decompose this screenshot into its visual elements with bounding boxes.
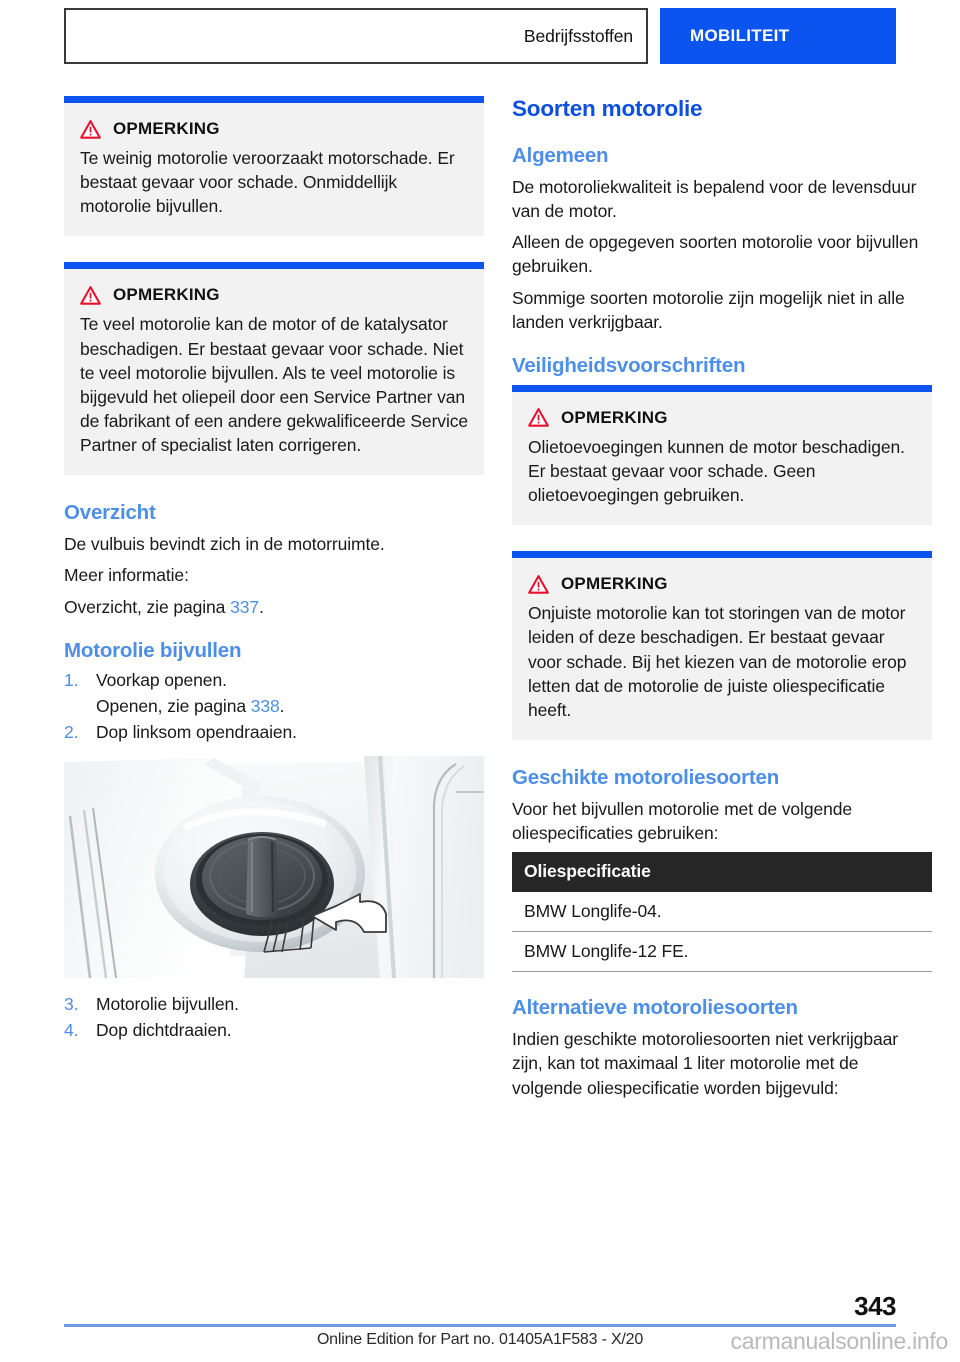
step-text: Dop dichtdraaien. (96, 1020, 232, 1041)
oil-filler-cap-figure (64, 756, 484, 978)
heading-alternatieve-motoroliesoorten: Alternatieve motoroliesoorten (512, 996, 798, 1020)
note-title: OPMERKING (561, 407, 668, 427)
step-item-1-reference (64, 694, 484, 718)
note-title: OPMERKING (113, 285, 220, 305)
note-box-olietoevoegingen (512, 385, 932, 525)
xref-prefix: Openen, zie pagina (96, 695, 251, 716)
table-row (512, 932, 932, 972)
page-title: Soorten motorolie (512, 96, 703, 121)
table-cell-oil-spec: BMW Longlife-04. (512, 892, 932, 932)
note-header (528, 574, 916, 594)
overzicht-cross-reference (64, 595, 484, 619)
step-item-2 (64, 720, 484, 744)
note-body: Onjuiste motorolie kan tot storingen van de motor leiden of deze beschadigen. Er bestaat gevaar voor schade. Bij het kiezen van de motorolie erop letten dat de motorolie de juiste oliespecificatie heeft. (528, 603, 907, 720)
geschikte-intro: Voor het bijvullen motorolie met de volgende oliespecificaties gebruiken: (512, 798, 852, 844)
heading-motorolie-bijvullen: Motorolie bijvullen (64, 638, 242, 662)
note-box-te-weinig (64, 96, 484, 236)
heading-geschikte-motoroliesoorten: Geschikte motoroliesoorten (512, 765, 780, 789)
step-number: 1. (64, 669, 79, 690)
overzicht-para-2: Meer informatie: (64, 565, 189, 586)
left-column (64, 96, 484, 1044)
right-column (512, 96, 932, 1107)
warning-triangle-icon (528, 575, 549, 594)
oil-specification-table (512, 852, 932, 972)
step-number: 2. (64, 721, 79, 742)
warning-triangle-icon (528, 408, 549, 427)
note-title: OPMERKING (113, 119, 220, 138)
step-list-after-figure (64, 992, 484, 1042)
alternatieve-intro: Indien geschikte motoroliesoorten niet verkrijgbaar zijn, kan tot maximaal 1 liter motorolie met de volgende oliespecificatie worden bijgevuld: (512, 1029, 898, 1098)
note-box-te-veel (64, 262, 484, 475)
section-tab-mobiliteit (660, 8, 896, 64)
page-header (64, 8, 896, 64)
step-text: Dop linksom opendraaien. (96, 721, 297, 742)
xref-page-337[interactable]: 337 (230, 596, 259, 617)
footer-edition-text: Online Edition for Part no. 01405A1F583 - X/20 (316, 1331, 644, 1348)
table-head (512, 852, 932, 892)
xref-suffix: . (279, 695, 285, 716)
heading-overzicht: Overzicht (64, 501, 156, 525)
step-item-4 (64, 1018, 484, 1042)
algemeen-para-3: Sommige soorten motorolie zijn mogelijk niet in alle landen verkrijgbaar. (512, 287, 905, 332)
note-body: Te weinig motorolie veroorzaakt motorschade. Er bestaat gevaar voor schade. Onmiddellijk motorolie bijvullen. (80, 148, 455, 217)
note-body: Te veel motorolie kan de motor of de katalysator beschadigen. Er bestaat gevaar voor schade. Niet te veel motorolie bijvullen. Als te veel motorolie is bijgevuld het oliepeil door een Service Partner van de fabrikant of een andere gekwalificeerde Service Partner of specialist laten corrigeren. (80, 314, 469, 456)
table-column-header-oliespecificatie: Oliespecificatie (512, 852, 932, 892)
table-header-row (512, 852, 932, 892)
algemeen-para-2: Alleen de opgegeven soorten motorolie voor bijvullen gebruiken. (512, 232, 919, 277)
breadcrumb-label: Bedrijfsstoffen (523, 25, 633, 46)
warning-triangle-icon (80, 120, 101, 139)
heading-veiligheidsvoorschriften: Veiligheidsvoorschriften (512, 353, 746, 377)
note-title: OPMERKING (561, 574, 668, 594)
watermark-text: carmanualsonline.info (730, 1328, 948, 1354)
oil-filler-cap-illustration (64, 756, 484, 978)
note-body: Olietoevoegingen kunnen de motor beschadigen. Er bestaat gevaar voor schade. Geen olietoevoegingen gebruiken. (528, 436, 905, 506)
overzicht-para-1: De vulbuis bevindt zich in de motorruimte. (64, 534, 385, 555)
footer-divider (64, 1324, 896, 1327)
xref-suffix: . (258, 596, 264, 617)
table-row (512, 892, 932, 932)
warning-triangle-icon (80, 286, 101, 305)
step-text: Motorolie bijvullen. (96, 994, 239, 1015)
xref-prefix: Overzicht, zie pagina (64, 596, 231, 617)
table-cell-oil-spec: BMW Longlife-12 FE. (512, 932, 932, 972)
note-header (80, 285, 468, 305)
page-number: 343 (854, 1291, 896, 1321)
xref-page-338[interactable]: 338 (250, 695, 280, 716)
step-number: 3. (64, 994, 79, 1015)
table-body (512, 892, 932, 972)
step-text: Voorkap openen. (96, 669, 227, 690)
step-list-before-figure (64, 668, 484, 744)
algemeen-para-1: De motoroliekwaliteit is bepalend voor de levensduur van de motor. (512, 177, 917, 222)
step-item-3 (64, 992, 484, 1016)
step-item-1 (64, 668, 484, 692)
heading-algemeen: Algemeen (512, 144, 609, 167)
note-header (80, 119, 468, 139)
breadcrumb (64, 8, 648, 64)
note-box-onjuiste-motorolie (512, 551, 932, 740)
step-number: 4. (64, 1020, 79, 1041)
section-label: MOBILITEIT (690, 26, 790, 45)
note-header (528, 408, 916, 428)
